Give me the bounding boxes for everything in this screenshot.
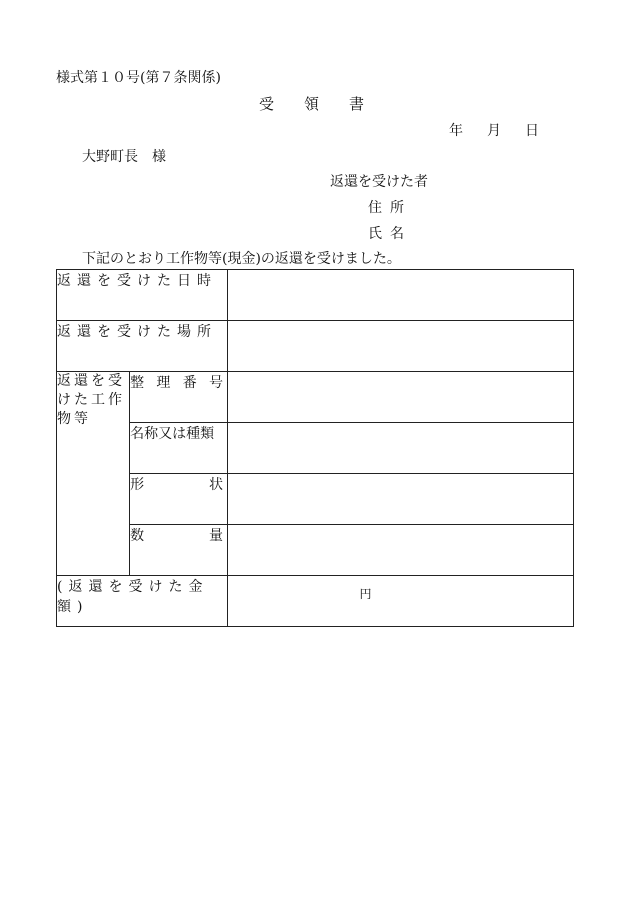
name-type-field[interactable] [228, 423, 574, 474]
date-day-label: 日 [525, 123, 539, 139]
table-row [57, 474, 574, 525]
shape-field[interactable] [228, 474, 574, 525]
place-field[interactable] [228, 321, 574, 372]
yen-unit: 円 [359, 587, 372, 601]
datetime-field[interactable] [228, 270, 574, 321]
row-label-datetime: 返還を受けた日時 [57, 270, 228, 321]
date-line [449, 120, 563, 140]
receipt-table [56, 269, 574, 627]
table-row [57, 321, 574, 372]
date-month-label: 月 [487, 123, 501, 139]
table-row [57, 576, 574, 627]
row-label-amount: (返還を受けた金額) [57, 576, 228, 627]
sub-label-name: 名称又は種類 [130, 423, 228, 474]
returner-label: 返還を受けた者 [330, 174, 428, 190]
row-label-place: 返還を受けた場所 [57, 321, 228, 372]
name-label: 氏名 [368, 226, 412, 242]
form-number: 様式第１０号(第７条関係) [56, 70, 221, 86]
document-title [259, 93, 394, 114]
number-field[interactable] [228, 372, 574, 423]
sub-label-shape: 形 状 [130, 474, 228, 525]
table-row [57, 525, 574, 576]
title-char-3: 書 [349, 95, 365, 113]
sub-label-quantity: 数 量 [130, 525, 228, 576]
table-row [57, 270, 574, 321]
title-char-2: 領 [304, 95, 320, 113]
statement-text: 下記のとおり工作物等(現金)の返還を受けました。 [82, 251, 401, 267]
group-label-items: 返還を受けた工作物等 [57, 372, 130, 576]
table-row [57, 423, 574, 474]
table-row [57, 372, 574, 423]
date-year-label: 年 [449, 123, 463, 139]
addressee: 大野町長 様 [82, 149, 166, 165]
quantity-field[interactable] [228, 525, 574, 576]
sub-label-number: 整 理 番 号 [130, 372, 228, 423]
address-label: 住所 [368, 200, 412, 216]
title-char-1: 受 [259, 95, 275, 113]
amount-field[interactable] [228, 576, 574, 627]
